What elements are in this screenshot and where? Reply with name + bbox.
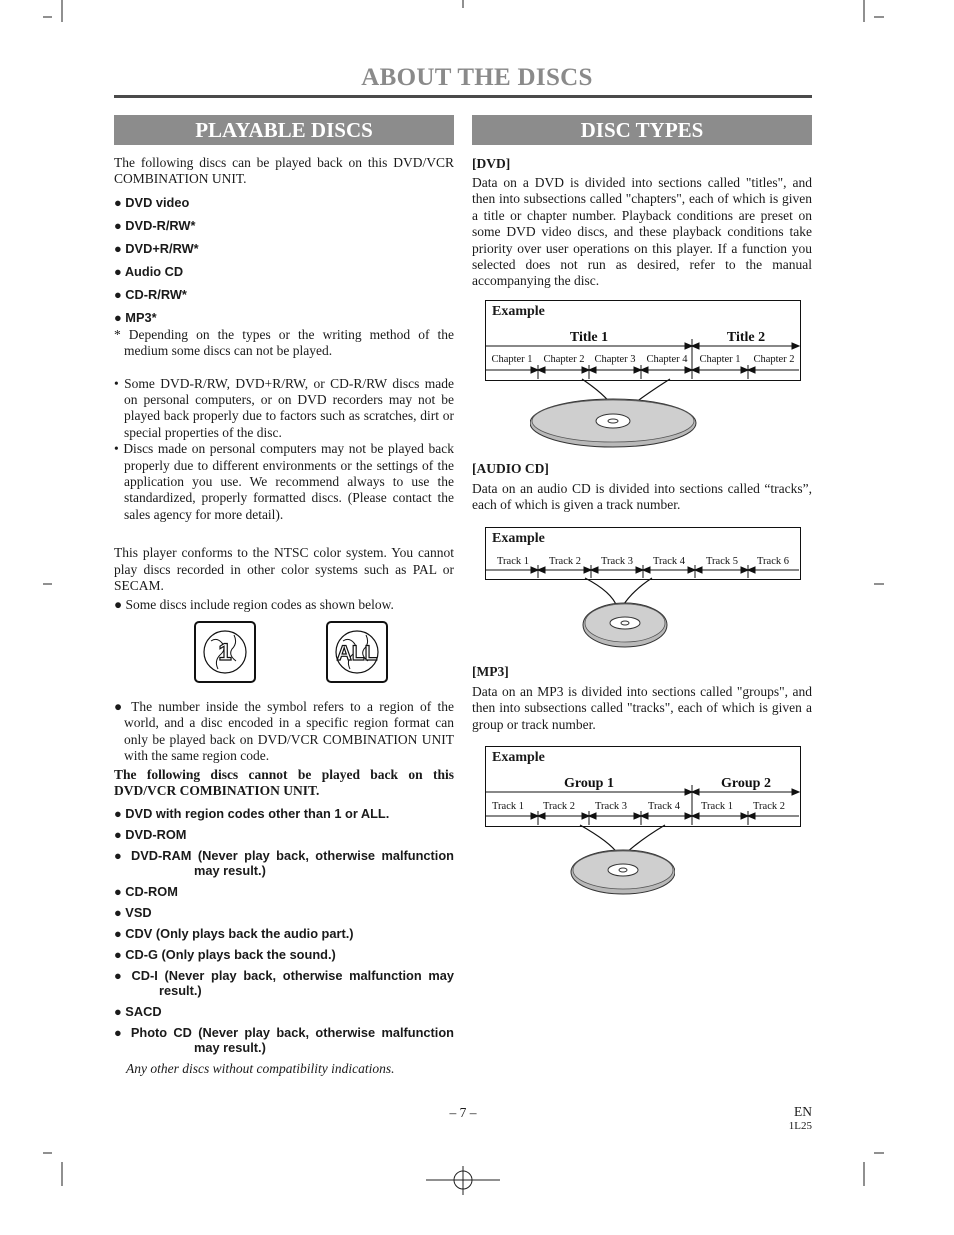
mp3-example-label: Example <box>492 750 545 765</box>
mp3-structure-diagram <box>486 747 800 826</box>
dvd-label: [DVD] <box>472 156 511 171</box>
region-all-icon <box>326 621 388 683</box>
cannot-heading: The following discs cannot be played back on this DVD/VCR COMBINATION UNIT. <box>114 766 454 798</box>
note-1: • Some DVD-R/RW, DVD+R/RW, or CD-R/RW discs made on personal computers, or on DVD recorders may not be played back properly due to factors such as scratches, dirt or special properties of the disc. <box>114 375 454 440</box>
chapter-label: Chapter 1 <box>491 354 533 365</box>
ntsc-text: This player conforms to the NTSC color system. You cannot play discs recorded in other color systems such as PAL or SECAM. <box>114 545 454 594</box>
svg-text:ALL: ALL <box>336 641 378 665</box>
any-other-note: Any other discs without compatibility indications. <box>126 1061 395 1077</box>
dvd-example <box>485 300 801 381</box>
page-number: – 7 – <box>449 1105 477 1120</box>
group-2-label: Group 2 <box>721 776 771 791</box>
group-1-label: Group 1 <box>564 776 614 791</box>
dvd-disc-icon <box>530 378 700 454</box>
playable-item: ● DVD+R/RW* <box>114 240 199 256</box>
playable-item: ● CD-R/RW* <box>114 286 187 302</box>
track-label: Track 6 <box>757 556 789 567</box>
region-explain: ● The number inside the symbol refers to a region of the world, and a disc encoded in a specific region format can only be played back on DVD/VCR COMBINATION UNIT with the same region code. <box>114 698 454 764</box>
title-1-label: Title 1 <box>569 330 609 345</box>
mp3-text: Data on an MP3 is divided into sections called "groups", and then into subsections called "tracks", each of which is given a group or track number. <box>472 684 812 732</box>
dvd-structure-diagram <box>486 301 800 380</box>
track-label: Track 4 <box>653 556 685 567</box>
playable-list <box>114 195 454 333</box>
svg-text:1: 1 <box>218 638 232 666</box>
track-label: Track 1 <box>497 556 529 567</box>
audio-cd-label: [AUDIO CD] <box>472 461 549 476</box>
cannot-item: ● CD-ROM <box>114 884 178 900</box>
cannot-item: ● CD-G (Only plays back the sound.) <box>114 947 336 963</box>
playable-item: ● MP3* <box>114 309 157 325</box>
region-note: ● Some discs include region codes as shown below. <box>114 596 394 612</box>
cannot-item: ● SACD <box>114 1004 162 1020</box>
track-label: Track 2 <box>549 556 581 567</box>
intro-text: The following discs can be played back on this DVD/VCR COMBINATION UNIT. <box>114 155 454 187</box>
footnote: * Depending on the types or the writing method of the medium some discs can not be played. <box>114 326 454 359</box>
track-label: Track 1 <box>701 801 733 812</box>
track-label: Track 4 <box>648 801 680 812</box>
cd-structure-diagram <box>486 528 800 579</box>
dvd-example-label: Example <box>492 304 545 319</box>
cannot-item: ● DVD-ROM <box>114 827 187 843</box>
chapter-label: Chapter 3 <box>594 354 636 365</box>
region-icons <box>194 621 454 683</box>
chapter-label: Chapter 1 <box>699 354 741 365</box>
chapter-label: Chapter 2 <box>543 354 585 365</box>
mp3-disc-icon <box>555 824 675 900</box>
model-code: 1L25 <box>788 1120 812 1132</box>
note-2: • Discs made on personal computers may not be played back properly due to different environments or the settings of the application you use. We recommend always to use the standardized, properly formatted discs. (Please contact the sales agency for more detail). <box>114 441 454 522</box>
track-label: Track 3 <box>601 556 633 567</box>
playable-discs-section <box>114 155 454 1078</box>
mp3-section <box>472 664 812 733</box>
title-2-label: Title 2 <box>726 330 766 345</box>
cd-example-label: Example <box>492 531 545 546</box>
cannot-item: ● DVD with region codes other than 1 or ALL. <box>114 806 390 822</box>
cannot-item: ● Photo CD (Never play back, otherwise malfunction may result.) <box>114 1025 454 1056</box>
playable-item: ● DVD-R/RW* <box>114 217 196 233</box>
chapter-label: Chapter 4 <box>646 354 688 365</box>
cannot-list <box>114 806 454 1055</box>
region-1-icon <box>194 621 256 683</box>
mp3-label: [MP3] <box>472 664 509 679</box>
cd-example <box>485 527 801 580</box>
track-label: Track 5 <box>706 556 738 567</box>
playable-item: ● DVD video <box>114 194 190 210</box>
cannot-item: ● VSD <box>114 905 152 921</box>
title-rule <box>114 95 812 98</box>
cannot-item: ● DVD-RAM (Never play back, otherwise malfunction may result.) <box>114 848 454 879</box>
dvd-text: Data on a DVD is divided into sections called "titles", and then into subsections called "chapters", each of which is given a title or chapter number. Playback conditions are preset on some DVD video discs, and these playback conditions take priority over user operations on this player. If a function you selected does not run as desired, refer to the manual accompanying the disc. <box>472 175 812 289</box>
playable-item: ● Audio CD <box>114 263 184 279</box>
audio-cd-text: Data on an audio CD is divided into sections called “tracks”, each of which is given a track number. <box>472 481 812 513</box>
dvd-section <box>472 156 812 290</box>
track-label: Track 2 <box>753 801 785 812</box>
page-title: ABOUT THE DISCS <box>361 64 593 91</box>
track-label: Track 1 <box>492 801 524 812</box>
cannot-item: ● CD-I (Never play back, otherwise malfunction may result.) <box>114 968 454 999</box>
language-code: EN <box>794 1104 812 1119</box>
chapter-label: Chapter 2 <box>753 354 795 365</box>
track-label: Track 2 <box>543 801 575 812</box>
audio-cd-section <box>472 461 812 514</box>
cd-disc-icon <box>582 577 672 653</box>
mp3-example <box>485 746 801 827</box>
disc-types-header: DISC TYPES <box>472 115 812 145</box>
playable-discs-header: PLAYABLE DISCS <box>114 115 454 145</box>
track-label: Track 3 <box>595 801 627 812</box>
cannot-item: ● CDV (Only plays back the audio part.) <box>114 926 354 942</box>
